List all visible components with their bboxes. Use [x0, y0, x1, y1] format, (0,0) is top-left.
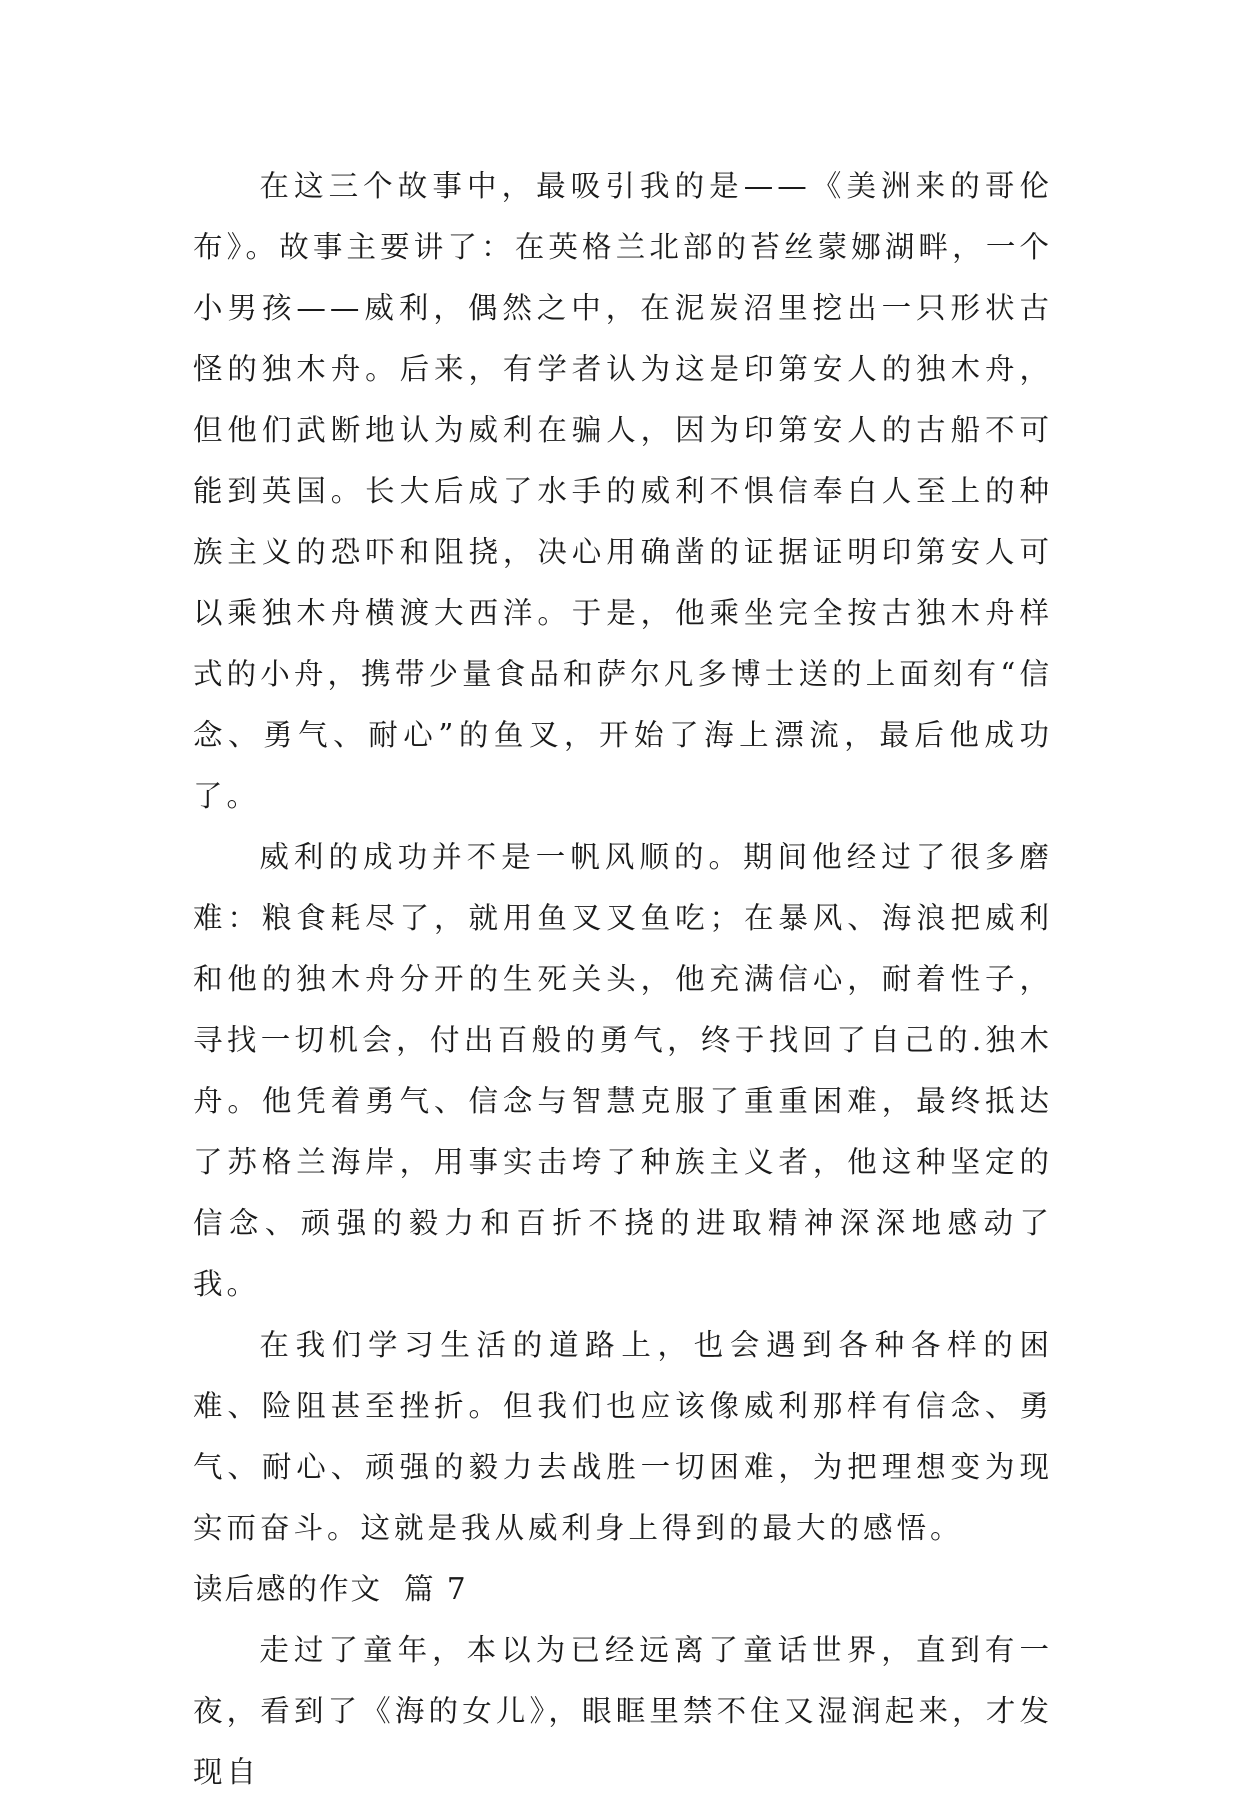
- paragraph-reflection: 在我们学习生活的道路上，也会遇到各种各样的困难、险阻甚至挫折。但我们也应该像威利那样有信念、勇气、耐心、顽强的毅力去战胜一切困难，为把理想变为现实而奋斗。这就是我从威利身上得到的最大的感悟。: [193, 1328, 1053, 1545]
- paragraph-columbus-story: 在这三个故事中，最吸引我的是——《美洲来的哥伦布》。故事主要讲了：在英格兰北部的苔丝蒙娜湖畔，一个小男孩——威利，偶然之中，在泥炭沼里挖出一只形状古怪的独木舟。后来，有学者认为这是印第安人的独木舟，但他们武断地认为威利在骗人，因为印第安人的古船不可能到英国。长大后成了水手的威利不惧信奉白人至上的种族主义的恐吓和阻挠，决心用确凿的证据证明印第安人可以乘独木舟横渡大西洋。于是，他乘坐完全按古独木舟样式的小舟，携带少量食品和萨尔凡多博士送的上面刻有“信念、勇气、耐心”的鱼叉，开始了海上漂流，最后他成功了。: [193, 169, 1053, 813]
- paragraph-willy-hardships: 威利的成功并不是一帆风顺的。期间他经过了很多磨难：粮食耗尽了，就用鱼叉叉鱼吃；在暴风、海浪把威利和他的独木舟分开的生死关头，他充满信心，耐着性子，寻找一切机会，付出百般的勇气，终于找回了自己的.独木舟。他凭着勇气、信念与智慧克服了重重困难，最终抵达了苏格兰海岸，用事实击垮了种族主义者，他这种坚定的信念、顽强的毅力和百折不挠的进取精神深深地感动了我。: [193, 840, 1053, 1301]
- section-heading-title: 读后感的作文: [193, 1572, 383, 1606]
- document-body: [193, 156, 1053, 1803]
- section-heading-number: 篇 7: [404, 1572, 468, 1606]
- paragraph-little-mermaid: 走过了童年，本以为已经远离了童话世界，直到有一夜，看到了《海的女儿》，眼眶里禁不住又湿润起来，才发现自: [193, 1633, 1053, 1789]
- section-heading: [193, 1559, 1053, 1620]
